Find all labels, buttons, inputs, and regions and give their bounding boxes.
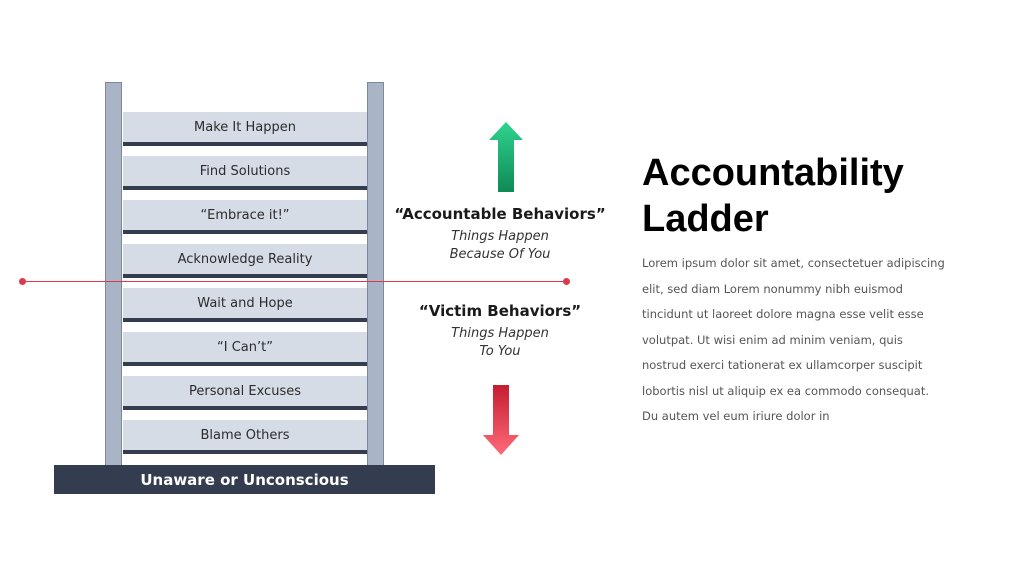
arrow-up-icon — [489, 122, 523, 192]
ladder-rung-make-it-happen: Make It Happen — [123, 112, 367, 146]
ladder-rung-embrace-it: “Embrace it!” — [123, 200, 367, 234]
ladder-rung-i-cant: “I Can’t” — [123, 332, 367, 366]
accountable-behaviors-title: “Accountable Behaviors” — [394, 205, 606, 223]
accountable-behaviors-subtitle — [400, 228, 600, 264]
victim-sub-line-1: Things Happen — [451, 326, 549, 341]
victim-sub-line-2: To You — [479, 344, 521, 359]
victim-behaviors-subtitle — [400, 325, 600, 361]
page-title-line-1: Accountability — [642, 152, 904, 194]
page-title-line-2: Ladder — [642, 198, 769, 240]
description-paragraph: Lorem ipsum dolor sit amet, consectetuer adipiscing elit, sed diam Lorem nonummy nibh euismod tincidunt ut laoreet dolore magna esse velit esse volutpat. Ut wisi enim ad minim veniam, quis nostrud exerci tationerat ex ullamcorper suscipit lobortis nisl ut aliquip ex ea commodo consequat. Du autem vel eum iriure dolor in — [642, 256, 945, 423]
ladder-base: Unaware or Unconscious — [54, 465, 435, 494]
arrow-down-icon — [483, 385, 519, 455]
accountability-divider-line — [22, 281, 566, 282]
ladder-rung-find-solutions: Find Solutions — [123, 156, 367, 190]
ladder-rail-left — [105, 82, 122, 466]
ladder-rung-blame-others: Blame Others — [123, 420, 367, 454]
divider-left-dot — [19, 278, 26, 285]
ladder-rung-acknowledge-reality: Acknowledge Reality — [123, 244, 367, 278]
ladder-rung-wait-and-hope: Wait and Hope — [123, 288, 367, 322]
ladder-rung-personal-excuses: Personal Excuses — [123, 376, 367, 410]
divider-right-dot — [563, 278, 570, 285]
page-title — [642, 150, 904, 242]
accountable-sub-line-1: Things Happen — [451, 229, 549, 244]
victim-behaviors-title: “Victim Behaviors” — [418, 302, 582, 320]
accountable-sub-line-2: Because Of You — [449, 247, 551, 262]
ladder-rail-right — [367, 82, 384, 466]
